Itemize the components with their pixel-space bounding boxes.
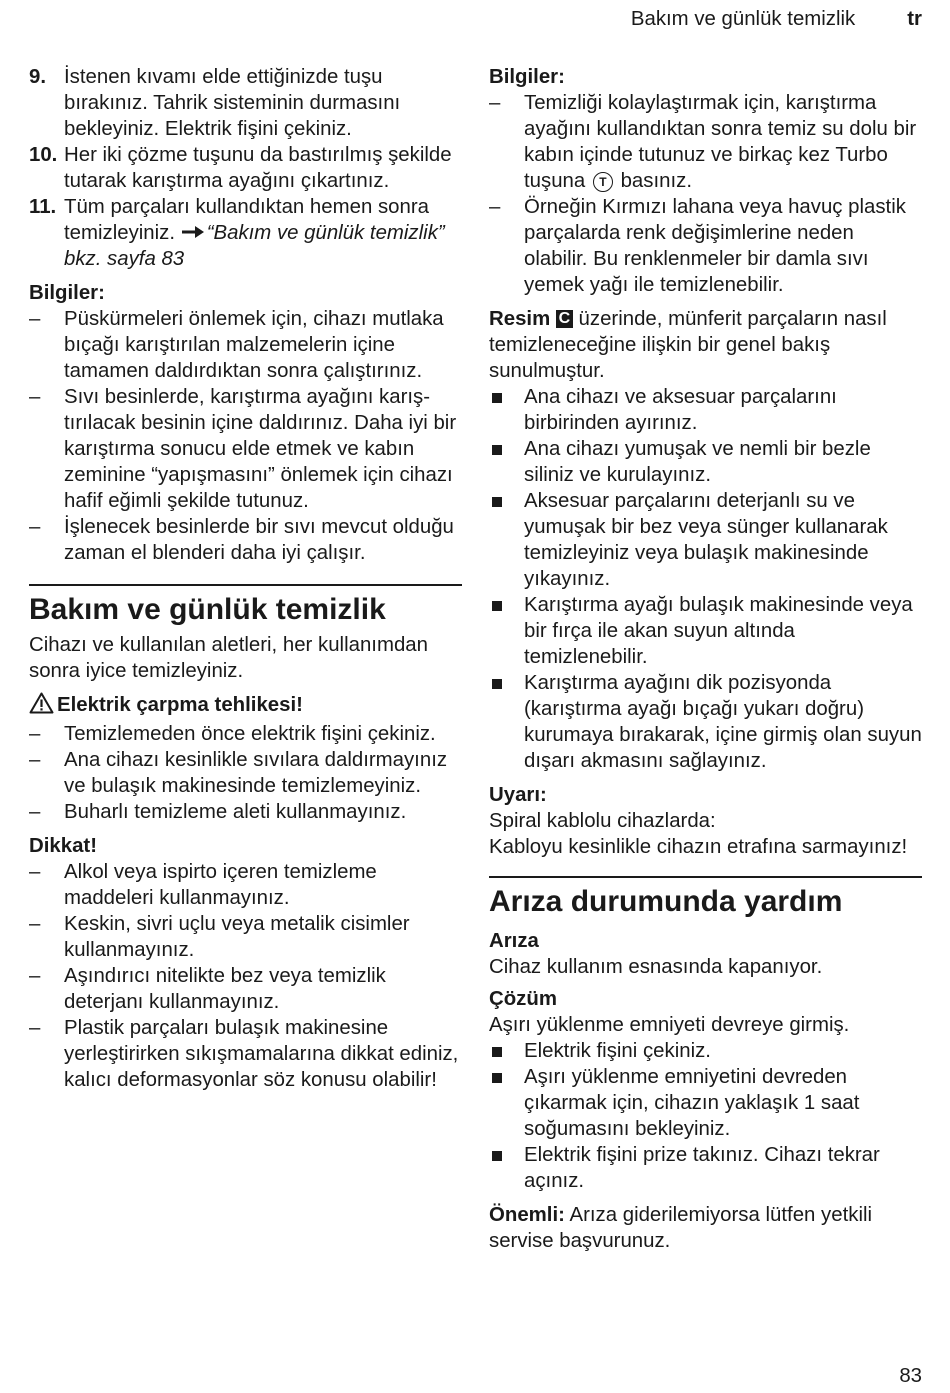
bullet-square-icon: [489, 670, 524, 774]
bullet-square-icon: [489, 384, 524, 436]
cleaning-step-text: Ana cihazı yumuşak ve nemli bir bezle siliniz ve kurulayınız.: [524, 438, 871, 486]
dash-marker: –: [29, 861, 41, 883]
cleaning-step: [489, 384, 922, 436]
caution-item-text: Alkol veya ispirto içeren temizleme maddeleri kullanmayınız.: [64, 861, 377, 909]
info-item-text: Temizliği kolaylaştırmak için, karıştırma ayağını kullandıktan sonra temiz su dolu bir kabın içinde tutunuz ve birkaç kez Turbo tuşuna: [524, 92, 917, 192]
cleaning-step-text: Ana cihazı ve aksesuar parçalarını birbirinden ayırınız.: [524, 386, 837, 434]
bullet-square-icon: [489, 436, 524, 488]
troubleshooting-heading: Arıza durumunda yardım: [489, 885, 843, 918]
step-text: Tüm parçaları kullandıktan hemen sonra temizleyiniz.: [64, 196, 429, 244]
dash-marker: –: [489, 92, 501, 114]
step-number: 11.: [29, 196, 57, 218]
cleaning-step: [489, 670, 922, 774]
right-column: [489, 64, 922, 1254]
caution-label: Dikkat!: [29, 835, 97, 857]
caution-item: [29, 963, 462, 1015]
warning-triangle-icon: [29, 692, 57, 721]
left-column: [29, 64, 462, 1093]
dash-marker: –: [29, 1017, 41, 1039]
danger-item: [29, 799, 462, 825]
figure-word: Resim: [489, 308, 551, 330]
running-header-title: Bakım ve günlük temizlik: [630, 8, 856, 30]
solution-label: Çözüm: [489, 988, 557, 1010]
danger-item: [29, 721, 462, 747]
dash-marker: –: [29, 516, 41, 538]
step-9: [29, 64, 462, 142]
dash-marker: –: [489, 196, 501, 218]
bullet-square-icon: [489, 1142, 524, 1194]
danger-item-text: Temizlemeden önce elektrik fişini çekiniz.: [64, 723, 436, 745]
solution-text: Aşırı yüklenme emniyeti devreye girmiş.: [489, 1014, 850, 1036]
cleaning-step-text: Aksesuar parçalarını deterjanlı su ve yumuşak bir bez veya sünger kullanarak temizleyiniz veya bulaşık makinesinde yıkayınız.: [524, 490, 888, 590]
caution-item: [29, 859, 462, 911]
info-item: [29, 384, 462, 514]
bullet-square-icon: [489, 1038, 524, 1064]
bullet-square-icon: [489, 488, 524, 592]
page-header: [631, 6, 922, 32]
dash-marker: –: [29, 308, 41, 330]
section-heading: Bakım ve günlük temizlik: [29, 593, 386, 626]
step-number: 9.: [29, 66, 47, 88]
cleaning-step-text: Karıştırma ayağı bulaşık makinesinde veya bir fırça ile akan suyun altında temizlenebilir.: [524, 594, 913, 668]
figure-reference: [489, 306, 922, 384]
solution-step: [489, 1142, 922, 1194]
info-item: [489, 194, 922, 298]
cleaning-step-text: Karıştırma ayağını dik pozisyonda (karıştırma ayağı bıçağı yukarı doğru) kurumaya bırakarak, içine girmiş olan suyun dışarı akmasını sağlayınız.: [524, 672, 922, 772]
section-intro: Cihazı ve kullanılan aletleri, her kullanımdan sonra iyice temizleyiniz.: [29, 634, 428, 682]
info-item: [29, 306, 462, 384]
important-text: Arıza giderilemiyorsa lütfen yetkili servise başvurunuz.: [489, 1204, 873, 1252]
language-code: tr: [907, 8, 922, 30]
cleaning-step: [489, 488, 922, 592]
dash-marker: –: [29, 913, 41, 935]
solution-step-text: Aşırı yüklenme emniyetini devreden çıkarmak için, cihazın yaklaşık 1 saat soğumasını bekleyiniz.: [524, 1066, 860, 1140]
bullet-square-icon: [489, 592, 524, 670]
dash-marker: –: [29, 965, 41, 987]
dash-marker: –: [29, 723, 41, 745]
danger-label: Elektrik çarpma tehlikesi!: [57, 694, 303, 716]
caution-item: [29, 1015, 462, 1093]
warning-label: Uyarı:: [489, 784, 547, 806]
caution-item-text: Plastik parçaları bulaşık makinesine yerleştirirken sıkışmamalarına dikkat ediniz, kalıcı deformasyonlar söz konusu olabilir!: [64, 1017, 459, 1091]
info-item: [489, 90, 922, 194]
step-10: [29, 142, 462, 194]
danger-heading: [29, 692, 462, 721]
cleaning-step: [489, 436, 922, 488]
danger-item: [29, 747, 462, 799]
info-item-text: Sıvı besinlerde, karıştırma ayağını karış- tırılacak besinin içine daldırınız. Daha iyi bir karıştırma sonucu elde etmek ve kabın zeminine “yapışmasını” önlemek için cihazı hafif eğimli şekilde tutunuz.: [64, 386, 457, 512]
solution-step-text: Elektrik fişini prize takınız. Cihazı tekrar açınız.: [524, 1144, 880, 1192]
info-item-text: İşlenecek besinlerde bir sıvı mevcut olduğu zaman el blenderi daha iyi çalışır.: [64, 516, 454, 564]
figure-text: üzerinde, münferit parçaların nasıl temizleneceğine ilişkin bir genel bakış sunulmuştur.: [489, 308, 887, 382]
important-note: [489, 1202, 922, 1254]
cross-reference-link[interactable]: “Bakım ve günlük temizlik” bkz. sayfa 83: [64, 222, 445, 270]
info-item: [29, 514, 462, 566]
fault-label: Arıza: [489, 930, 539, 952]
step-11: [29, 194, 462, 272]
info-item-text: basınız.: [620, 170, 692, 192]
solution-step-text: Elektrik fişini çekiniz.: [524, 1040, 711, 1062]
bullet-square-icon: [489, 1064, 524, 1142]
info-item-wrapper: [524, 90, 922, 194]
turbo-button-icon: T: [593, 172, 613, 192]
step-text: İstenen kıvamı elde ettiğinizde tuşu bırakınız. Tahrik sisteminin durmasını bekleyiniz. Elektrik fişini çekiniz.: [64, 66, 401, 140]
warning-line: Kabloyu kesinlikle cihazın etrafına sarmayınız!: [489, 836, 908, 858]
step-text-wrapper: [64, 194, 462, 272]
figure-letter-badge: C: [556, 310, 573, 328]
dash-marker: –: [29, 749, 41, 771]
solution-step: [489, 1038, 922, 1064]
danger-item-text: Ana cihazı kesinlikle sıvılara daldırmayınız ve bulaşık makinesinde temizlemeyiniz.: [64, 749, 448, 797]
dash-marker: –: [29, 386, 41, 408]
caution-item-text: Aşındırıcı nitelikte bez veya temizlik deterjanı kullanmayınız.: [64, 965, 386, 1013]
info-label: Bilgiler:: [29, 282, 105, 304]
solution-step: [489, 1064, 922, 1142]
info-item-text: Püskürmeleri önlemek için, cihazı mutlaka bıçağı karıştırılan malzemelerin içine tamamen daldırdıktan sonra çalıştırınız.: [64, 308, 444, 382]
page-number: 83: [899, 1365, 922, 1387]
step-number: 10.: [29, 144, 58, 166]
caution-item-text: Keskin, sivri uçlu veya metalik cisimler kullanmayınız.: [64, 913, 410, 961]
right-arrow-icon: [181, 220, 207, 246]
important-label: Önemli:: [489, 1204, 565, 1226]
danger-item-text: Buharlı temizleme aleti kullanmayınız.: [64, 801, 407, 823]
fault-text: Cihaz kullanım esnasında kapanıyor.: [489, 956, 823, 978]
step-text: Her iki çözme tuşunu da bastırılmış şekilde tutarak karıştırma ayağını çıkartınız.: [64, 144, 452, 192]
caution-item: [29, 911, 462, 963]
dash-marker: –: [29, 801, 41, 823]
info-item-text: Örneğin Kırmızı lahana veya havuç plastik parçalarda renk değişimlerine neden olabilir. Bu renklenmeler bir damla sıvı yemek yağı ile temizlenebilir.: [524, 196, 906, 296]
cleaning-step: [489, 592, 922, 670]
info-label: Bilgiler:: [489, 66, 565, 88]
warning-line: Spiral kablolu cihazlarda:: [489, 810, 716, 832]
